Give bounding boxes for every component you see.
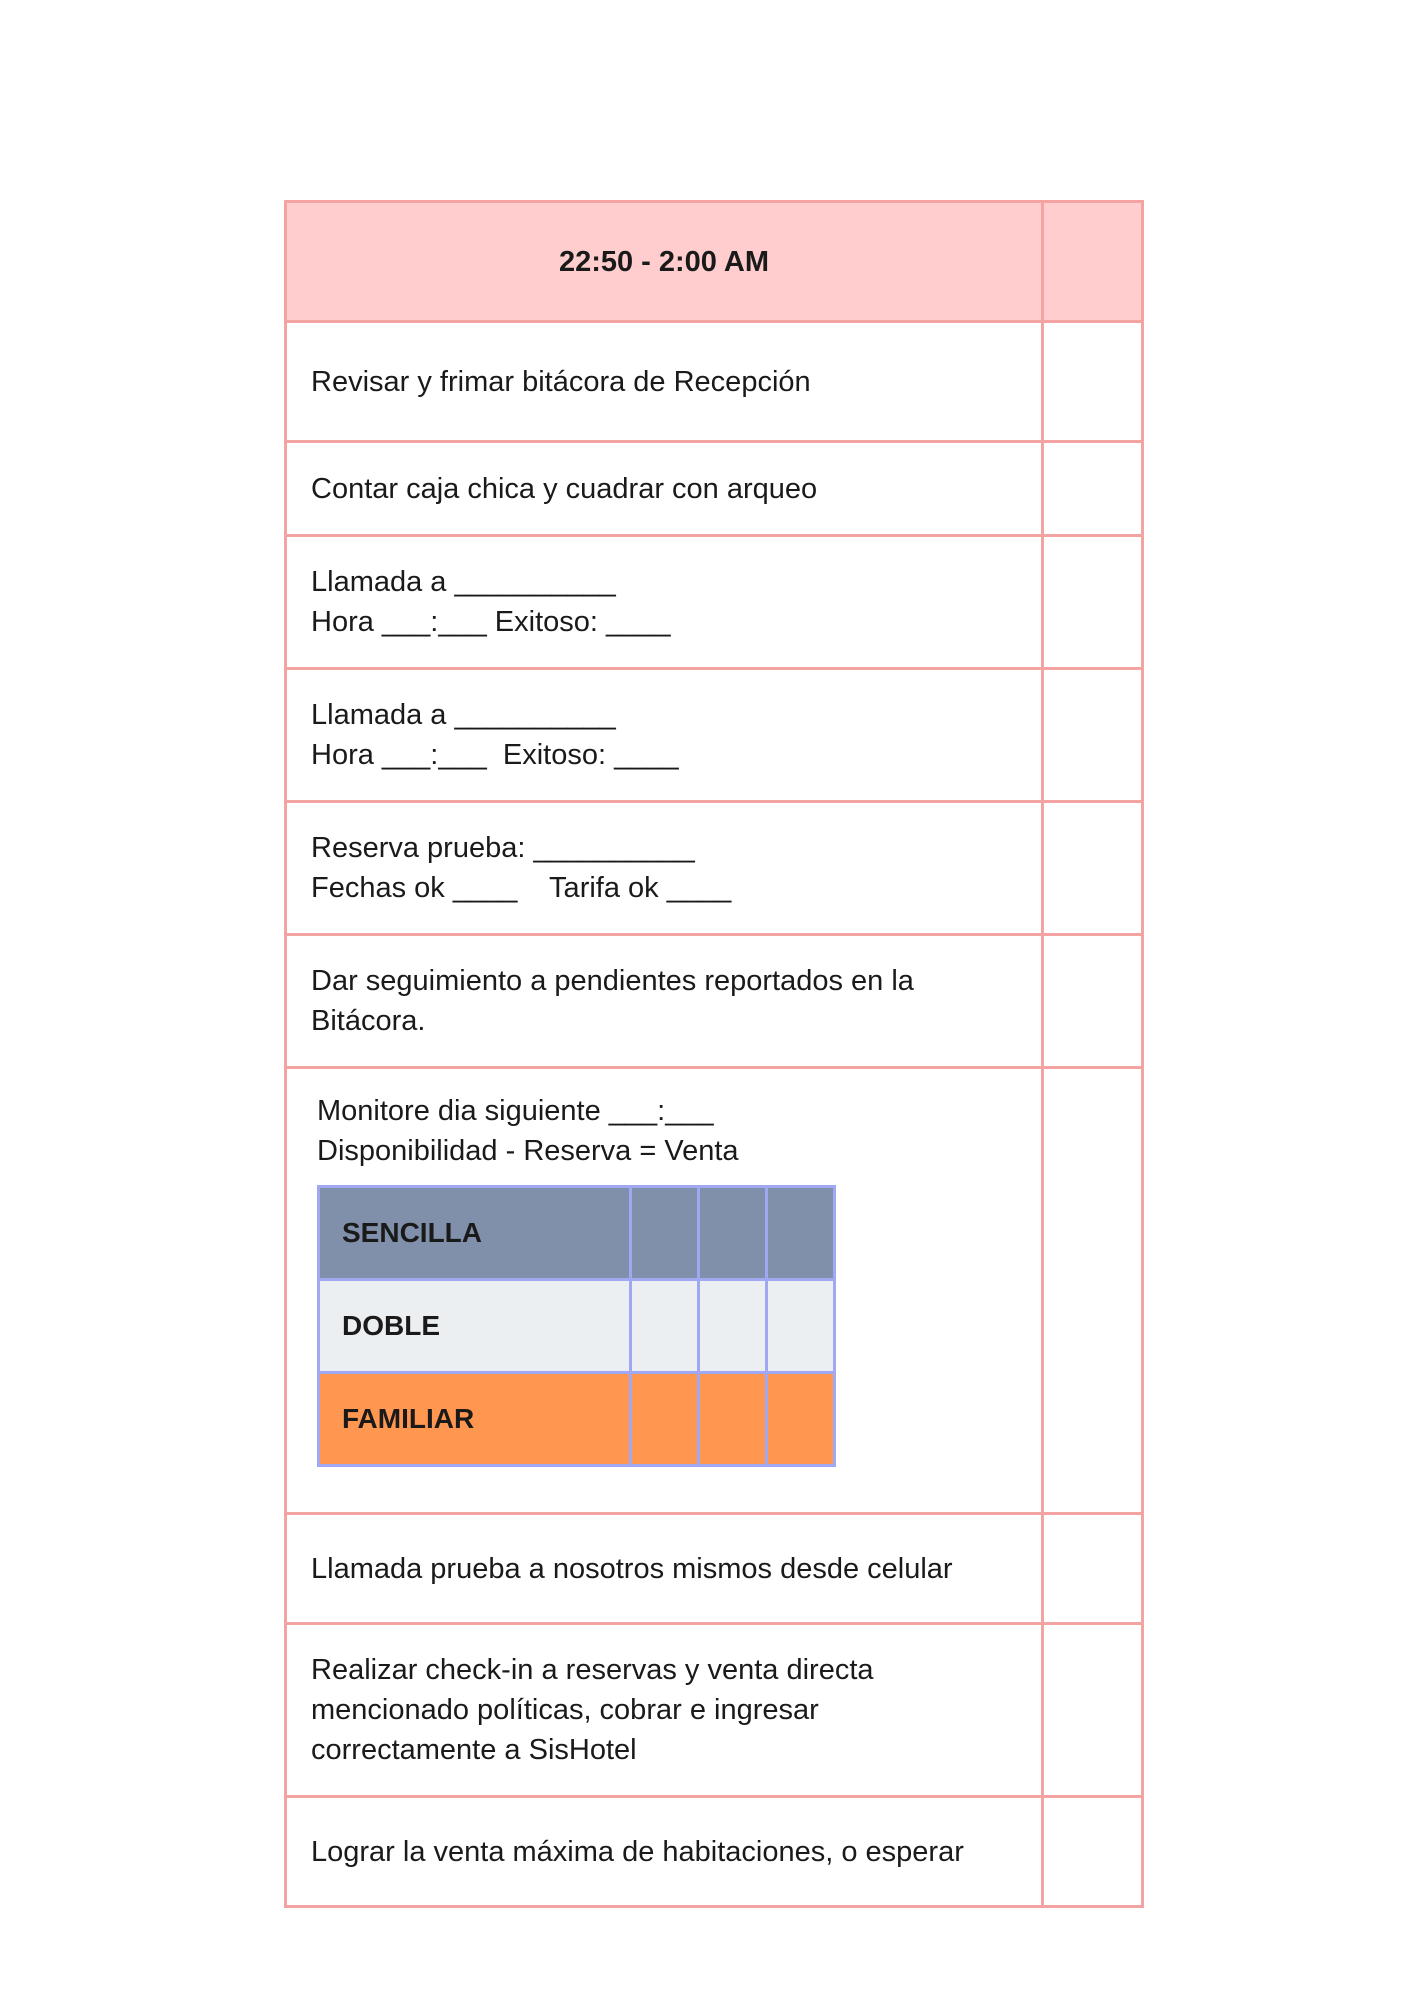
task-cell <box>286 1624 1043 1797</box>
call-time-line: Hora ___:___ Exitoso: ____ <box>311 606 671 638</box>
checklist-row <box>286 1797 1143 1907</box>
checklist-header-row <box>286 202 1143 322</box>
shift-time-title: 22:50 - 2:00 AM <box>286 202 1043 322</box>
monitor-cell <box>286 1068 1043 1514</box>
checklist-row <box>286 802 1143 935</box>
task-text: Revisar y frimar bitácora de Recepción <box>311 365 811 398</box>
task-cell <box>286 536 1043 669</box>
check-cell[interactable] <box>1043 1068 1143 1514</box>
call-to-line: Llamada a __________ <box>311 699 616 731</box>
task-cell <box>286 802 1043 935</box>
check-cell[interactable] <box>1043 322 1143 442</box>
check-cell[interactable] <box>1043 802 1143 935</box>
check-cell[interactable] <box>1043 1624 1143 1797</box>
room-count-cell[interactable] <box>767 1373 835 1466</box>
checklist-row <box>286 1068 1143 1514</box>
checklist-row <box>286 1514 1143 1624</box>
dates-rate-line: Fechas ok ____ Tarifa ok ____ <box>311 872 732 904</box>
room-count-cell[interactable] <box>699 1187 767 1280</box>
availability-line: Disponibilidad - Reserva = Venta <box>317 1135 739 1167</box>
room-row-doble <box>319 1280 835 1373</box>
task-cell <box>286 935 1043 1068</box>
test-reservation-line: Reserva prueba: __________ <box>311 832 695 864</box>
task-text: Llamada prueba a nosotros mismos desde celular <box>311 1552 953 1585</box>
room-count-cell[interactable] <box>767 1280 835 1373</box>
checklist-row <box>286 935 1143 1068</box>
room-type-label: DOBLE <box>319 1280 631 1373</box>
call-to-line: Llamada a __________ <box>311 566 616 598</box>
call-time-line: Hora ___:___ Exitoso: ____ <box>311 739 679 771</box>
checklist-row <box>286 322 1143 442</box>
room-type-table <box>317 1185 836 1467</box>
task-text: Contar caja chica y cuadrar con arqueo <box>311 472 818 505</box>
task-cell <box>286 1514 1043 1624</box>
room-count-cell[interactable] <box>631 1373 699 1466</box>
check-cell[interactable] <box>1043 536 1143 669</box>
task-cell <box>286 669 1043 802</box>
task-text: Lograr la venta máxima de habitaciones, o esperar <box>311 1835 964 1868</box>
check-cell[interactable] <box>1043 1514 1143 1624</box>
room-count-cell[interactable] <box>699 1373 767 1466</box>
task-text: Realizar check-in a reservas y venta directa mencionado políticas, cobrar e ingresar correctamente a SisHotel <box>311 1654 874 1766</box>
room-count-cell[interactable] <box>631 1280 699 1373</box>
header-check-cell <box>1043 202 1143 322</box>
checklist-row <box>286 442 1143 536</box>
check-cell[interactable] <box>1043 669 1143 802</box>
checklist-row <box>286 536 1143 669</box>
check-cell[interactable] <box>1043 442 1143 536</box>
room-row-familiar <box>319 1373 835 1466</box>
task-cell <box>286 322 1043 442</box>
room-count-cell[interactable] <box>699 1280 767 1373</box>
monitor-line: Monitore dia siguiente ___:___ <box>317 1095 714 1127</box>
task-cell <box>286 442 1043 536</box>
task-text: Dar seguimiento a pendientes reportados en la Bitácora. <box>311 965 914 1037</box>
task-cell <box>286 1797 1043 1907</box>
checklist-row <box>286 1624 1143 1797</box>
room-type-label: SENCILLA <box>319 1187 631 1280</box>
room-type-label: FAMILIAR <box>319 1373 631 1466</box>
check-cell[interactable] <box>1043 1797 1143 1907</box>
room-count-cell[interactable] <box>767 1187 835 1280</box>
room-row-sencilla <box>319 1187 835 1280</box>
checklist-table <box>284 200 1144 1908</box>
check-cell[interactable] <box>1043 935 1143 1068</box>
room-count-cell[interactable] <box>631 1187 699 1280</box>
checklist-row <box>286 669 1143 802</box>
